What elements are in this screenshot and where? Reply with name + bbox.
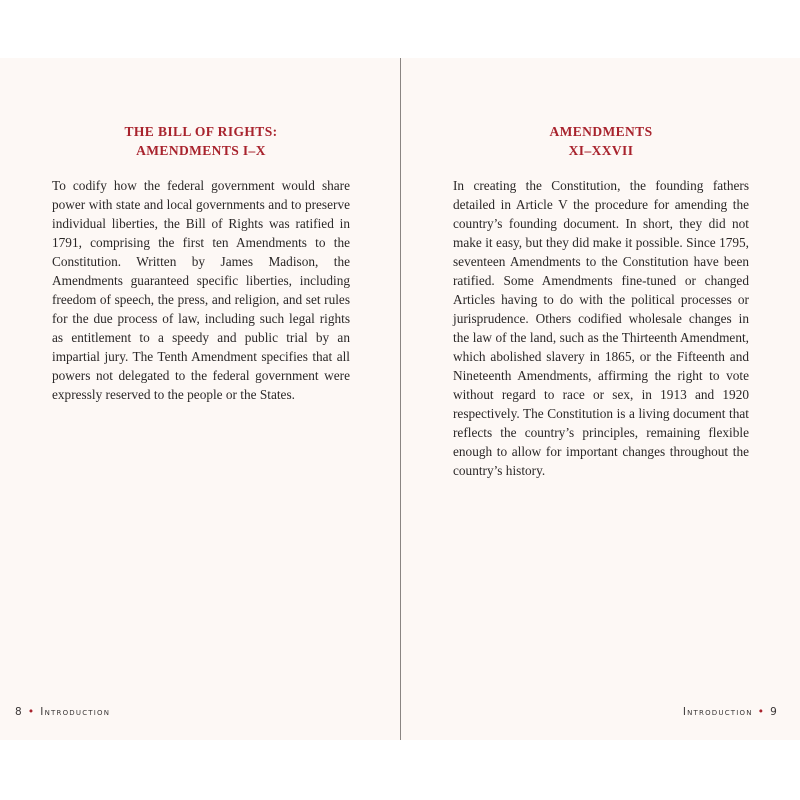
page-number-8: 8: [15, 706, 23, 718]
right-page-heading: [453, 122, 749, 160]
right-page: [401, 58, 800, 740]
folio-bullet: •: [757, 706, 766, 718]
page-number-9: 9: [770, 706, 778, 718]
folio-bullet: •: [27, 706, 36, 718]
right-page-folio: [683, 705, 778, 719]
running-section-title: Introduction: [40, 706, 111, 718]
left-page-heading: [52, 122, 350, 160]
left-heading-line-1: THE BILL OF RIGHTS:: [124, 124, 278, 139]
book-spread: [0, 58, 800, 740]
right-heading-line-2: XI–XXVII: [568, 143, 634, 158]
left-page-folio: [15, 705, 110, 719]
left-page: [0, 58, 400, 740]
right-heading-line-1: AMENDMENTS: [549, 124, 653, 139]
right-page-body: In creating the Constitution, the founding fathers detailed in Article V the procedure for amending the country’s founding document. In short, they did not make it easy, but they did make it possible. Since 1795, seventeen Amendments to the Constitution have been ratified. Some Amendments fine-tuned or changed Articles having to do with the political processes or jurisprudence. Others codified wholesale changes in the law of the land, such as the Thirteenth Amendment, which abolished slavery in 1865, or the Fifteenth and Nineteenth Amendments, affirming the right to vote without regard to race or sex, in 1913 and 1920 respectively. The Constitution is a living document that reflects the country’s principles, remaining flexible enough to allow for important changes throughout the country’s history.: [453, 178, 749, 478]
running-section-title: Introduction: [682, 706, 753, 718]
left-page-body: To codify how the federal government would share power with state and local governments and to preserve individual liberties, the Bill of Rights was ratified in 1791, comprising the first ten Amendments to the Constitution. Written by James Madison, the Amendments guaranteed specific liberties, including freedom of speech, the press, and religion, and set rules for the due process of law, including such legal rights as entitlement to a speedy and public trial by an impartial jury. The Tenth Amendment specifies that all powers not delegated to the federal government were expressly reserved to the people or the States.: [52, 178, 350, 402]
left-heading-line-2: AMENDMENTS I–X: [136, 143, 266, 158]
